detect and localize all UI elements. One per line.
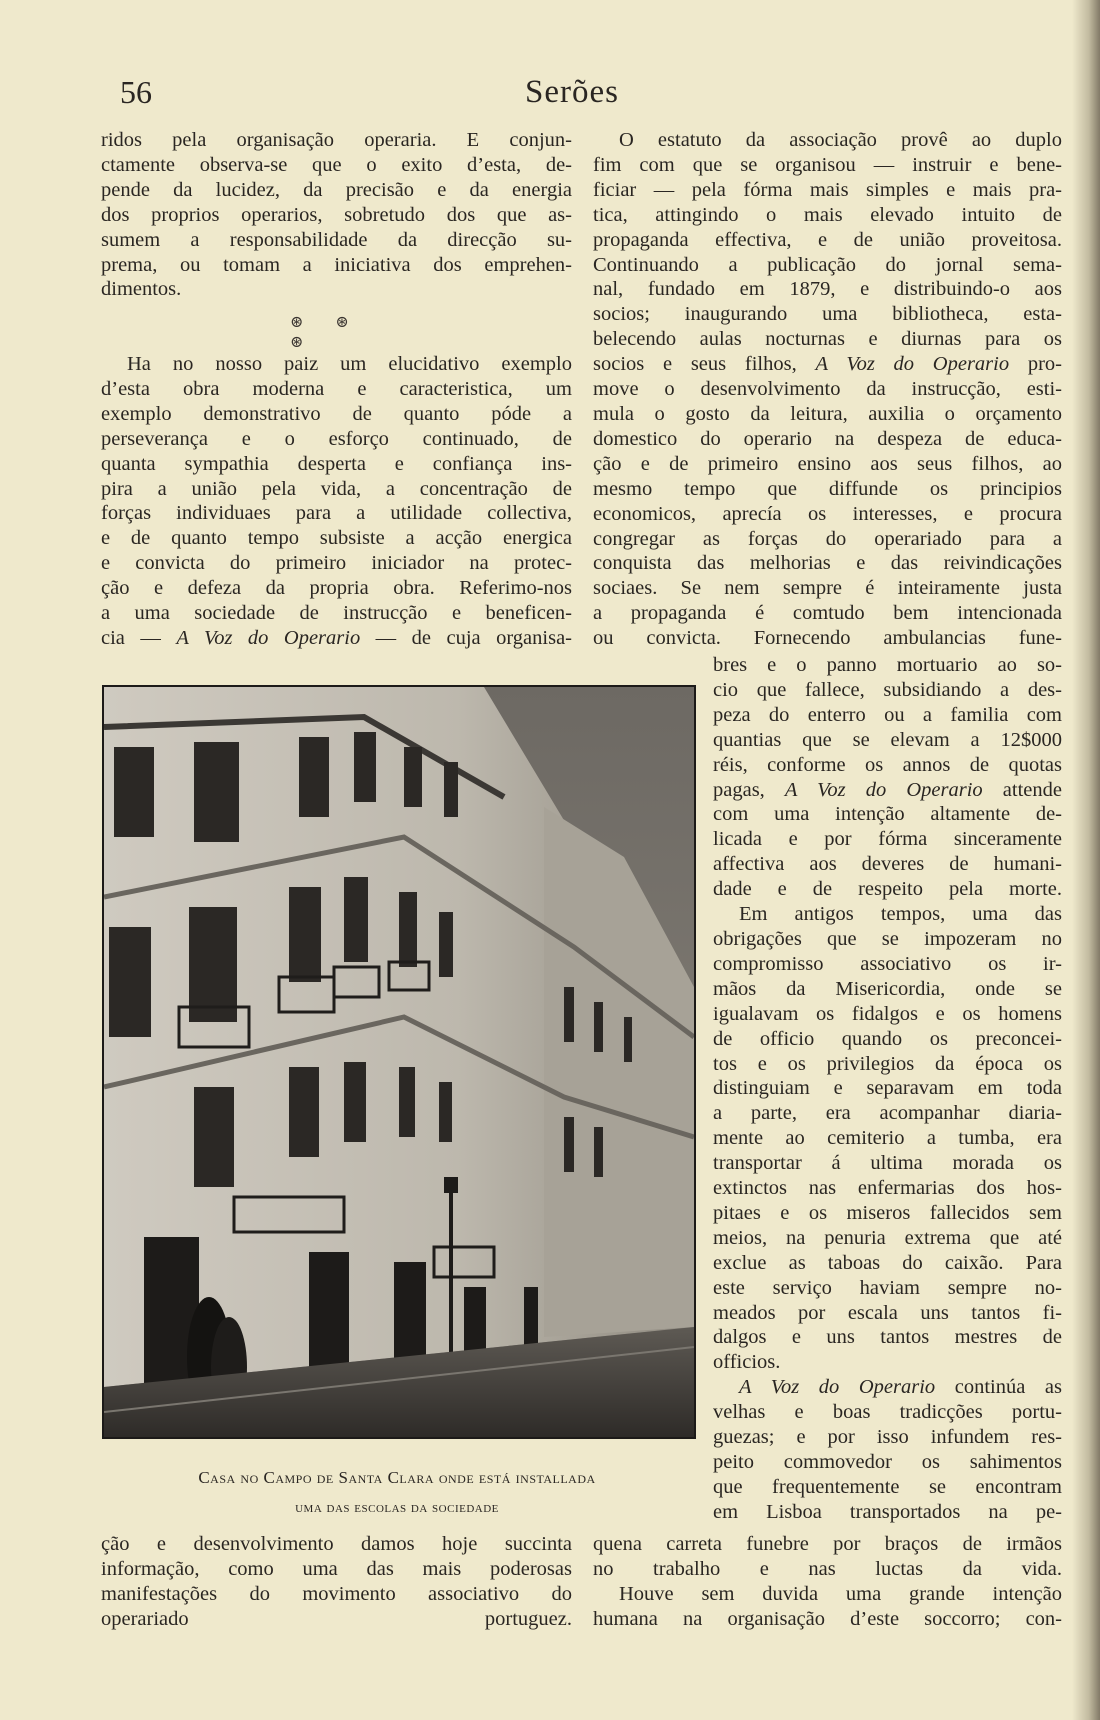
text-line: pira a união pela vida, a concentração de: [101, 477, 572, 500]
text-line: domestico do operario na despeza de educa-: [593, 427, 1062, 450]
text-line: meios, na penuria extrema que até: [713, 1226, 1062, 1249]
text-line: dalgos e uns tantos mestres de: [713, 1326, 1062, 1349]
text-line: obrigações que se impozeram no: [713, 927, 1062, 950]
text-line: meados por escala uns tantos fi-: [713, 1301, 1062, 1324]
text-line: conquista das melhorias e das reivindicações: [593, 552, 1062, 575]
text-line: em Lisboa transportados na pe-: [713, 1500, 1062, 1523]
text-line: a parte, era acompanhar diaria-: [713, 1102, 1062, 1125]
text-line: sociaes. Se nem sempre é inteiramente justa: [593, 577, 1062, 600]
paragraph-ambulancias: [713, 653, 1062, 902]
text-line: licada e por fórma sinceramente: [713, 828, 1062, 851]
photo-casa-santa-clara: [102, 685, 696, 1439]
text-line: ou convicta. Fornecendo ambulancias fune-: [593, 627, 1062, 650]
text-line: manifestações do movimento associativo do: [101, 1582, 572, 1605]
publication-name: A Voz do Operario: [739, 1376, 936, 1399]
text-fragment: socios e seus filhos,: [593, 353, 816, 376]
text-line: peito commovedor os sahimentos: [713, 1451, 1062, 1473]
text-line: ção e de primeiro ensino aos seus filhos, ao: [593, 452, 1062, 475]
figure-caption: [102, 1463, 692, 1523]
left-column-top: [101, 128, 572, 302]
text-line: exemplo demonstrativo de quanto póde a: [101, 402, 572, 425]
text-line: mesmo tempo que diffunde os principios: [593, 477, 1062, 500]
text-line: [101, 626, 572, 651]
text-line: quanta sympathia desperta e confiança ins-: [101, 452, 572, 475]
text-line: dimentos.: [101, 278, 182, 301]
paragraph-tradicoes: [713, 1375, 1062, 1524]
text-line: Em antigos tempos, uma das: [739, 903, 1062, 926]
text-line: peza do enterro ou a familia com: [713, 703, 1062, 726]
text-line: no trabalho e nas luctas da vida.: [593, 1557, 1062, 1580]
text-line: [593, 352, 1062, 377]
text-line: pitaes e os miseros fallecidos sem: [713, 1201, 1062, 1224]
text-line: quantias que se elevam a 12$000: [713, 728, 1062, 751]
text-line: igualavam os fidalgos e os homens: [713, 1002, 1062, 1025]
text-line: O estatuto da associação provê ao duplo: [619, 129, 1062, 151]
text-line: operariado portuguez.: [101, 1607, 572, 1630]
text-line: nal, fundado em 1879, e distribuindo-o aos: [593, 278, 1062, 301]
text-line: extinctos nas enfermarias dos hos-: [713, 1177, 1062, 1200]
text-line: mula o gosto da leitura, auxilia o orçamento: [593, 402, 1062, 425]
paragraph-intro: [101, 128, 572, 302]
text-line: transportar á ultima morada os: [713, 1152, 1062, 1175]
paragraph-continuation: [101, 1532, 572, 1632]
text-fragment: continúa as: [935, 1376, 1062, 1399]
text-line: economicos, aprecía os interesses, e procura: [593, 502, 1062, 525]
running-head: [0, 74, 1100, 120]
text-line: belecendo aulas nocturnas e diurnas para os: [593, 328, 1062, 351]
text-line: cio que fallece, subsidiando a des-: [713, 678, 1062, 701]
text-line: ridos pela organisação operaria. E conjun-: [101, 129, 572, 151]
paragraph-misericordia: [713, 902, 1062, 1375]
paragraph-estatuto: [593, 128, 1062, 651]
text-fragment: attende: [982, 778, 1062, 801]
text-line: a uma sociedade de instrucção e beneficen-: [101, 602, 572, 625]
text-line: fim com que se organisou — instruir e bene-: [593, 153, 1062, 176]
text-line: este serviço haviam sempre no-: [713, 1276, 1062, 1299]
text-fragment: cia —: [101, 626, 177, 649]
text-line: ção e defeza da propria obra. Referimo-nos: [101, 577, 572, 600]
left-column-bottom: [101, 1532, 572, 1632]
text-line: ficiar — pela fórma mais simples e mais pra-: [593, 178, 1062, 201]
right-column-bottom: [593, 1532, 1062, 1632]
building-photo-illustration: [104, 687, 694, 1437]
section-ornament: ⊛ ⊛ ⊛: [290, 314, 363, 351]
text-line: perseverança e o esforço continuado, de: [101, 427, 572, 450]
right-column-narrow: [713, 653, 1062, 1525]
text-line: mãos da Misericordia, onde se: [713, 977, 1062, 1000]
text-line: exclue as taboas do caixão. Para: [713, 1251, 1062, 1274]
text-line: pende da lucidez, da precisão e da energia: [101, 178, 572, 201]
text-line: de officio quando os preconcei-: [713, 1027, 1062, 1050]
page-edge-shadow: [1072, 0, 1100, 1720]
text-line: propaganda effectiva, e de união proveitosa.: [593, 228, 1062, 251]
publication-name: A Voz do Operario: [784, 778, 983, 801]
text-fragment: pro-: [1009, 353, 1062, 376]
paragraph-carreta: [593, 1532, 1062, 1582]
right-column-top: [593, 128, 1062, 651]
text-line: tica, attingindo o mais elevado intuito de: [593, 203, 1062, 226]
text-line: informação, como uma das mais poderosas: [101, 1557, 572, 1580]
paragraph-exemplo: [101, 352, 572, 651]
text-line: Ha no nosso paiz um elucidativo exemplo: [127, 353, 572, 375]
caption-line-1: Casa no Campo de Santa Clara onde está installada: [198, 1468, 596, 1487]
text-line: dos proprios operarios, sobretudo dos que as-: [101, 203, 572, 226]
text-line: e de quanto tempo subsiste a acção energica: [101, 527, 572, 550]
text-line: d’esta obra moderna e caracteristica, um: [101, 377, 572, 400]
text-line: humana na organisação d’este soccorro; con-: [593, 1607, 1062, 1630]
text-line: Houve sem duvida uma grande intenção: [619, 1582, 1062, 1605]
text-line: [713, 778, 1062, 803]
text-line: réis, conforme os annos de quotas: [713, 753, 1062, 776]
publication-name: A Voz do Operario: [815, 353, 1010, 376]
text-line: guezas; e por isso infundem res-: [713, 1426, 1062, 1449]
text-line: bres e o panno mortuario ao so-: [713, 654, 1062, 676]
journal-title: Serões: [525, 74, 619, 110]
text-line: affectiva aos deveres de humani-: [713, 853, 1062, 876]
caption-line-2: uma das escolas da sociedade: [295, 1500, 499, 1516]
text-line: e convicta do primeiro iniciador na protec-: [101, 552, 572, 575]
text-line: ctamente observa-se que o exito d’esta, de-: [101, 153, 572, 176]
text-line: move o desenvolvimento da instrucção, esti-: [593, 378, 1062, 401]
text-line: mente ao cemiterio a tumba, era: [713, 1127, 1062, 1150]
paragraph-soccorro: [593, 1582, 1062, 1632]
text-line: que frequentemente se encontram: [713, 1475, 1062, 1498]
page-number: 56: [120, 74, 152, 110]
text-line: velhas e boas tradicções portu-: [713, 1401, 1062, 1424]
text-line: a propaganda é comtudo bem intencionada: [593, 602, 1062, 625]
text-line: sumem a responsabilidade da direcção su-: [101, 228, 572, 251]
text-line: forças individuaes para a utilidade collectiva,: [101, 502, 572, 525]
text-line: Continuando a publicação do jornal sema-: [593, 253, 1062, 276]
text-line: dade e de respeito pela morte.: [713, 878, 1062, 901]
text-fragment: — de cuja organisa-: [360, 626, 572, 649]
text-line: congregar as forças do operariado para a: [593, 527, 1062, 550]
text-line: quena carreta funebre por braços de irmãos: [593, 1533, 1062, 1555]
text-line: [713, 1375, 1062, 1400]
text-line: ção e desenvolvimento damos hoje succinta: [101, 1533, 572, 1555]
text-line: compromisso associativo os ir-: [713, 952, 1062, 975]
text-line: tos e os privilegios da época os: [713, 1052, 1062, 1075]
text-line: socios; inaugurando uma bibliotheca, esta-: [593, 303, 1062, 326]
text-line: com uma intenção altamente de-: [713, 803, 1062, 826]
left-column-second: [101, 352, 572, 651]
text-line: officios.: [713, 1351, 781, 1374]
text-fragment: pagas,: [713, 778, 785, 801]
text-line: prema, ou tomam a iniciativa dos emprehen-: [101, 253, 572, 276]
text-line: distinguiam e separavam em toda: [713, 1077, 1062, 1100]
publication-name: A Voz do Operario: [176, 626, 361, 649]
